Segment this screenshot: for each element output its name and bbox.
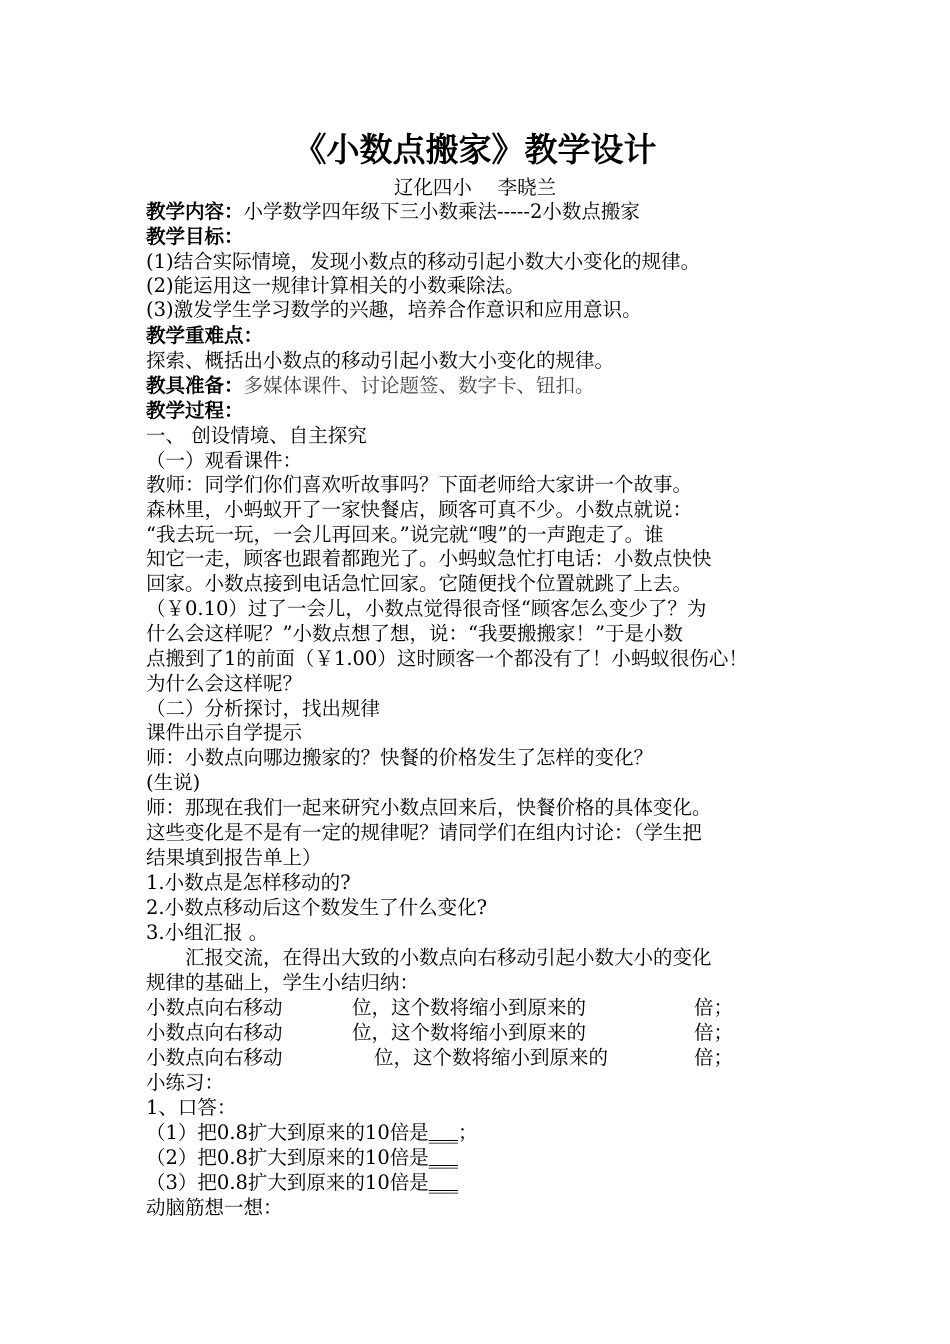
exercise-3 (146, 1171, 458, 1195)
rule-a: 小数点向右移动 (146, 1046, 283, 1069)
question-3: 3.小组汇报 。 (146, 921, 269, 944)
rule-row-2 (146, 1021, 734, 1045)
story-line-6: 什么会这样呢？”小数点想了想，说：“我要搬搬家！”于是小数 (146, 622, 683, 645)
story-line-5: （￥0.10）过了一会儿，小数点觉得很奇怪“顾客怎么变少了？为 (146, 597, 707, 620)
rule-c: 倍； (694, 996, 734, 1019)
sub-1: （一）观看课件： (146, 449, 303, 472)
author-line: 辽化四小 李晓兰 (393, 176, 557, 199)
paragraph-4: 师：小数点向哪边搬家的？快餐的价格发生了怎样的变化？ (146, 746, 654, 769)
rule-row-3 (146, 1046, 734, 1070)
exercise-2 (146, 1146, 458, 1170)
paragraph-8-line-1: 汇报交流，在得出大致的小数点向右移动引起小数大小的变化 (146, 946, 712, 969)
exercise-3-blank: ___ (428, 1171, 458, 1194)
exercise-2-text: （2）把0.8扩大到原来的10倍是 (146, 1146, 429, 1169)
content-text: 小学数学四年级下三小数乘法-----2小数点搬家 (243, 200, 640, 223)
tools-text: 多媒体课件、讨论题签、数字卡、钮扣。 (243, 374, 595, 397)
goals-label: 教学目标： (146, 225, 244, 248)
exercise-1 (146, 1121, 478, 1145)
story-line-7: 点搬到了1的前面（￥1.00）这时顾客一个都没有了！小蚂蚁很伤心！ (146, 647, 748, 670)
rule-b: 位，这个数将缩小到原来的 (352, 996, 587, 1019)
question-2: 2.小数点移动后这个数发生了什么变化? (146, 896, 488, 919)
think-label: 动脑筋想一想： (146, 1196, 283, 1219)
exercise-1-blank: ___ (428, 1121, 458, 1144)
document-title: 《小数点搬家》教学设计 (293, 130, 657, 169)
rule-a: 小数点向右移动 (146, 996, 283, 1019)
key-text: 探索、概括出小数点的移动引起小数大小变化的规律。 (146, 349, 615, 372)
paragraph-3: 课件出示自学提示 (146, 721, 303, 744)
sub-2: （二）分析探讨，找出规律 (146, 697, 381, 720)
tools-line (146, 374, 595, 398)
paragraph-7-line-1: 这些变化是不是有一定的规律呢？请同学们在组内讨论：（学生把 (146, 821, 702, 844)
practice-label: 小练习： (146, 1071, 225, 1094)
paragraph-5: (生说) (146, 771, 201, 794)
rule-a: 小数点向右移动 (146, 1021, 283, 1044)
goal-2: (2)能运用这一规律计算相关的小数乘除法。 (146, 274, 525, 297)
question-1: 1.小数点是怎样移动的? (146, 871, 351, 894)
story-line-1: 森林里，小蚂蚁开了一家快餐店，顾客可真不少。小数点就说： (146, 498, 693, 521)
story-line-2: “我去玩一玩，一会儿再回来。”说完就“嗖”的一声跑走了。谁 (146, 523, 664, 546)
content-line (146, 200, 640, 224)
goal-1: (1)结合实际情境，发现小数点的移动引起小数大小变化的规律。 (146, 250, 701, 273)
tools-label: 教具准备： (146, 374, 244, 397)
content-label: 教学内容： (146, 200, 244, 223)
exercise-1-end: ； (457, 1121, 478, 1144)
story-line-8: 为什么会这样呢？ (146, 672, 303, 695)
rule-b: 位，这个数将缩小到原来的 (352, 1021, 587, 1044)
exercise-3-text: （3）把0.8扩大到原来的10倍是 (146, 1171, 429, 1194)
exercise-2-blank: ___ (428, 1146, 458, 1169)
exercise-1-text: （1）把0.8扩大到原来的10倍是 (146, 1121, 429, 1144)
section-1: 一、 创设情境、自主探究 (146, 424, 367, 447)
rule-c: 倍； (694, 1046, 734, 1069)
story-line-3: 知它一走，顾客也跟着都跑光了。小蚂蚁急忙打电话：小数点快快 (146, 547, 712, 570)
rule-b: 位，这个数将缩小到原来的 (374, 1046, 609, 1069)
paragraph-8-line-2: 规律的基础上，学生小结归纳： (146, 971, 420, 994)
key-label: 教学重难点： (146, 324, 264, 347)
rule-c: 倍； (694, 1021, 734, 1044)
story-line-4: 回家。小数点接到电话急忙回家。它随便找个位置就跳了上去。 (146, 572, 693, 595)
paragraph-6: 师：那现在我们一起来研究小数点回来后，快餐价格的具体变化。 (146, 796, 712, 819)
goal-3: (3)激发学生学习数学的兴趣，培养合作意识和应用意识。 (146, 298, 642, 321)
rule-row-1 (146, 996, 734, 1020)
paragraph-1: 教师：同学们你们喜欢听故事吗？下面老师给大家讲一个故事。 (146, 473, 693, 496)
process-label: 教学过程： (146, 399, 244, 422)
paragraph-7-line-2: 结果填到报告单上） (146, 846, 322, 869)
oral-label: 1、口答： (146, 1096, 237, 1119)
